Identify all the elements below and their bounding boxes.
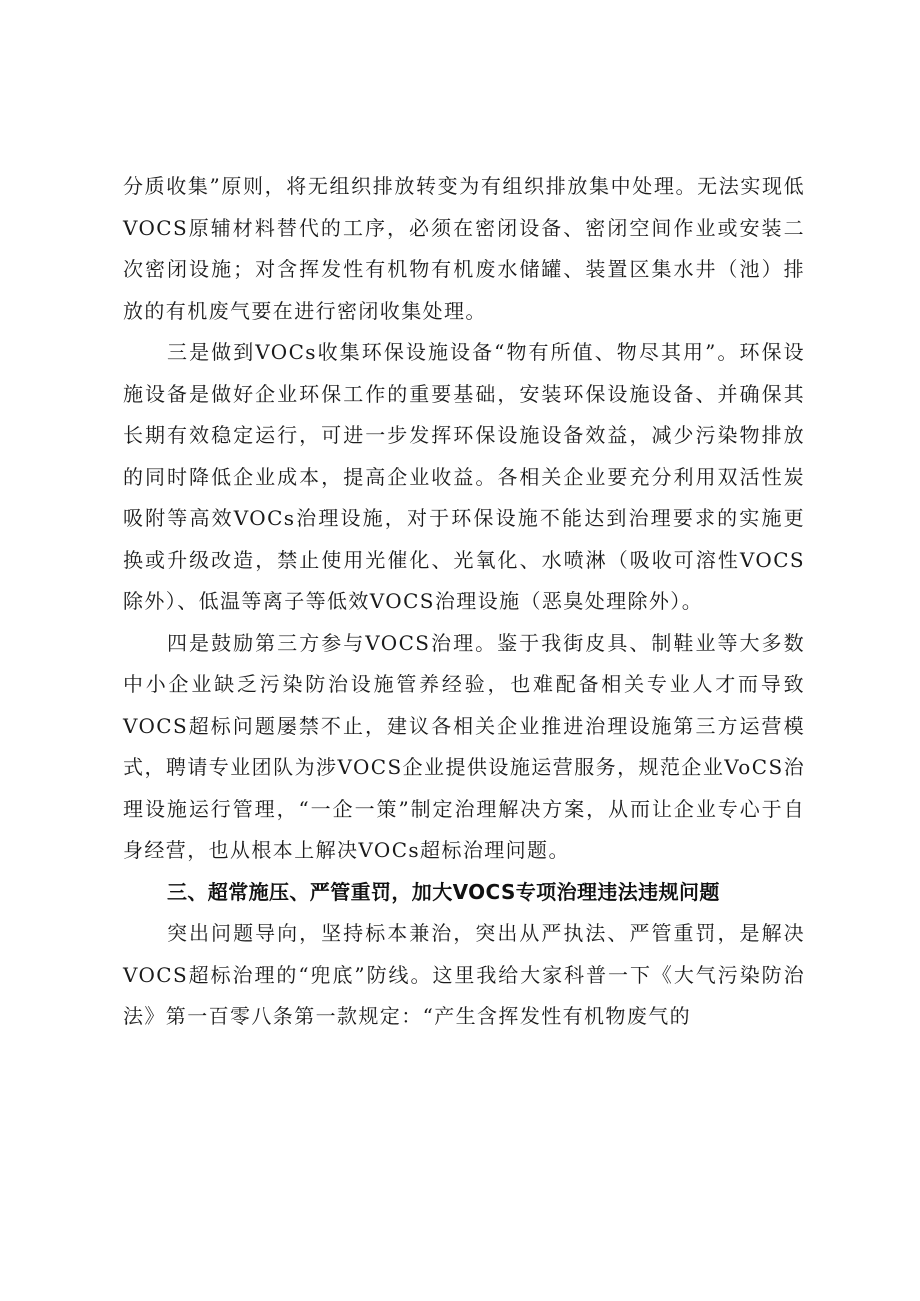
section-heading: 三、超常施压、严管重罚，加大VOCS专项治理违法违规问题 [167, 879, 720, 904]
paragraph-continuation: 分质收集”原则，将无组织排放转变为有组织排放集中处理。无法实现低VOCS原辅材料替代的工序，必须在密闭设备、密闭空间作业或安装二次密闭设施；对含挥发性有机物有机废水储罐、装置区集水井（池）排放的有机废气要在进行密闭收集处理。 [123, 174, 805, 323]
paragraph-third-party-governance: 四是鼓励第三方参与VOCS治理。鉴于我街皮具、制鞋业等大多数中小企业缺乏污染防治设施管养经验，也难配备相关专业人才而导致VOCS超标问题屡禁不止，建议各相关企业推进治理设施第三方运营模式，聘请专业团队为涉VOCS企业提供设施运营服务，规范企业VoCS治理设施运行管理，“一企一策”制定治理解决方案，从而让企业专心于自身经营，也从根本上解决VOCs超标治理问题。 [123, 630, 805, 862]
paragraph-vocs-equipment: 三是做到VOCs收集环保设施设备“物有所值、物尽其用”。环保设施设备是做好企业环保工作的重要基础，安装环保设施设备、并确保其长期有效稳定运行，可进一步发挥环保设施设备效益，减少污染物排放的同时降低企业成本，提高企业收益。各相关企业要充分利用双活性炭吸附等高效VOCs治理设施，对于环保设施不能达到治理要求的实施更换或升级改造，禁止使用光催化、光氧化、水喷淋（吸收可溶性VOCS除外）、低温等离子等低效VOCS治理设施（恶臭处理除外）。 [123, 340, 805, 613]
paragraph-enforcement: 突出问题导向，坚持标本兼治，突出从严执法、严管重罚，是解决VOCS超标治理的“兜底”防线。这里我给大家科普一下《大气污染防治法》第一百零八条第一款规定：“产生含挥发性有机物废气的 [123, 921, 805, 1028]
document-body [123, 166, 805, 1038]
